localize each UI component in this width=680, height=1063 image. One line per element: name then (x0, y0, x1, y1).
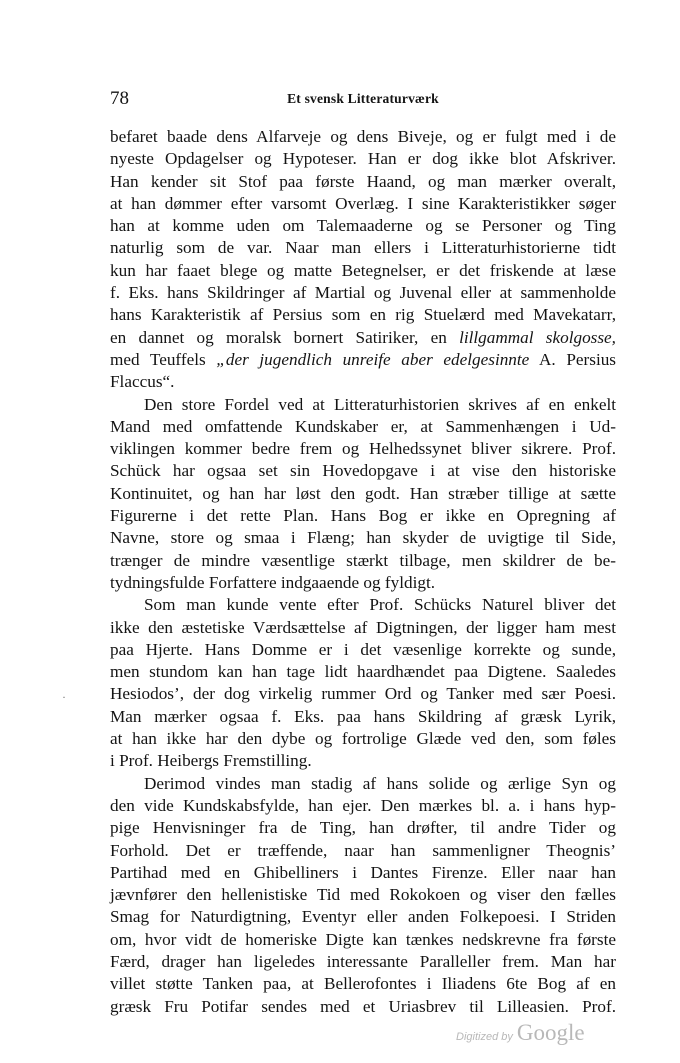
text-line (110, 661, 616, 683)
text-line (110, 996, 616, 1018)
page-header (110, 88, 616, 112)
italic-text: „der jugendlich unreife aber edelgesinnte (216, 349, 530, 369)
text-segment: Figurerne i det rette Plan. Hans Bog er ikke en Opregning af (110, 506, 616, 526)
text-line (110, 215, 616, 237)
text-segment: Man mærker ogsaa f. Eks. paa hans Skildring af græsk Lyrik, (110, 706, 616, 726)
text-segment: i Prof. Heibergs Fremstilling. (110, 751, 312, 771)
digitized-by-label: Digitized by (456, 1031, 513, 1043)
text-line (110, 840, 616, 862)
text-segment: Partihad med en Ghibelliners i Dantes Firenze. Eller naar han (110, 862, 616, 882)
text-segment: Færd, drager han ligeledes interessante Paralleller frem. Man har (110, 951, 616, 971)
text-segment: en dannet og moralsk bornert Satiriker, en (110, 327, 460, 347)
text-line (110, 683, 616, 705)
text-segment: ikke den æstetiske Værdsættelse af Digtningen, der ligger ham mest (110, 617, 616, 637)
text-line (110, 951, 616, 973)
text-line (110, 617, 616, 639)
text-line (110, 773, 616, 795)
text-line (110, 171, 616, 193)
text-line (110, 750, 616, 772)
text-line (110, 193, 616, 215)
text-segment: Hesiodos’, der dog virkelig rummer Ord og Tanker med sær Poesi. (110, 684, 616, 704)
text-line (110, 906, 616, 928)
text-segment: om, hvor vidt de homeriske Digte kan tænkes nedskrevne fra første (110, 929, 616, 949)
text-segment: Navne, store og smaa i Flæng; han skyder de uvigtige til Side, (110, 528, 616, 548)
text-segment: naturlig som de var. Naar man ellers i Litteraturhistorierne tidt (110, 238, 616, 258)
text-segment: Han kender sit Stof paa første Haand, og man mærker overalt, (110, 171, 616, 191)
text-line (110, 483, 616, 505)
text-segment: at han dømmer efter varsomt Overlæg. I sine Karakteristikker søger (110, 193, 616, 213)
text-line (110, 527, 616, 549)
text-line (110, 349, 616, 371)
text-line (110, 639, 616, 661)
text-segment: Forhold. Det er træffende, naar han sammenligner Theognis’ (110, 840, 616, 860)
text-line (110, 706, 616, 728)
text-line (110, 260, 616, 282)
text-segment: pige Henvisninger fra de Ting, han drøfter, til andre Tider og (110, 818, 616, 838)
text-line (110, 594, 616, 616)
text-line (110, 237, 616, 259)
text-line (110, 148, 616, 170)
text-line (110, 327, 616, 349)
text-segment: kun har faaet blege og matte Betegnelser, er det friskende at læse (110, 260, 616, 280)
text-line (110, 438, 616, 460)
text-segment: villet støtte Tanken paa, at Bellerofontes i Iliadens 6te Bog af en (110, 974, 616, 994)
text-line (110, 973, 616, 995)
text-segment: nyeste Opdagelser og Hypoteser. Han er dog ikke blot Afskriver. (110, 149, 616, 169)
text-line (110, 371, 616, 393)
text-line (110, 929, 616, 951)
text-line (110, 126, 616, 148)
text-line (110, 282, 616, 304)
stray-mark: · (62, 690, 66, 704)
text-segment: Den store Fordel ved at Litteraturhistorien skrives af en enkelt (144, 394, 616, 414)
text-line (110, 550, 616, 572)
text-line (110, 728, 616, 750)
text-line (110, 460, 616, 482)
text-segment: han at komme uden om Talemaaderne og se Personer og Ting (110, 216, 616, 236)
text-segment: f. Eks. hans Skildringer af Martial og Juvenal eller at sammenholde (110, 283, 616, 303)
text-segment: at han ikke har den dybe og fortrolige Glæde ved den, som føles (110, 729, 616, 749)
page-number: 78 (110, 88, 129, 109)
text-line (110, 572, 616, 594)
text-segment: paa Hjerte. Hans Domme er i det væsenlige korrekte og sunde, (110, 639, 616, 659)
text-segment: Smag for Naturdigtning, Eventyr eller anden Folkepoesi. I Striden (110, 907, 616, 927)
digitized-by-watermark (456, 1020, 585, 1046)
text-segment: Kontinuitet, og han har løst den godt. Han stræber tillige at sætte (110, 483, 616, 503)
text-line (110, 862, 616, 884)
text-segment: tydningsfulde Forfattere indgaaende og fyldigt. (110, 572, 436, 592)
text-line (110, 416, 616, 438)
italic-text: lillgammal skolgosse, (459, 327, 616, 347)
text-segment: Schück har ogsaa set sin Hovedopgave i at vise den historiske (110, 461, 616, 481)
text-segment: jævnfører den hellenistiske Tid med Rokokoen og viser den fælles (110, 885, 616, 905)
text-line (110, 304, 616, 326)
text-segment: befaret baade dens Alfarveje og dens Biveje, og er fulgt med i de (110, 127, 616, 146)
text-segment: med Teuffels (110, 349, 217, 369)
text-segment: den vide Kundskabsfylde, han ejer. Den mærkes bl. a. i hans hyp- (110, 795, 616, 815)
text-segment: hans Karakteristik af Persius som en rig Stuelærd med Mavekatarr, (110, 305, 616, 325)
text-segment: Derimod vindes man stadig af hans solide og ærlige Syn og (144, 773, 616, 793)
google-logo: Google (516, 1020, 585, 1045)
text-segment: trænger de mindre væsentlige stærkt tilbage, men skildrer de be- (110, 550, 616, 570)
text-segment: Mand med omfattende Kundskaber er, at Sammenhængen i Ud- (110, 416, 616, 436)
text-line (110, 884, 616, 906)
text-line (110, 795, 616, 817)
text-segment: græsk Fru Potifar sendes med et Uriasbrev til Lilleasien. Prof. (110, 996, 616, 1016)
running-title: Et svensk Litteraturværk (287, 91, 439, 106)
text-segment: Som man kunde vente efter Prof. Schücks Naturel bliver det (144, 595, 616, 615)
text-segment: viklingen kommer bedre frem og Helhedssynet bliver sikrere. Prof. (110, 439, 616, 459)
text-line (110, 505, 616, 527)
text-segment: men stundom kan han tage lidt haardhændet paa Digtene. Saaledes (110, 662, 616, 682)
body-text (110, 126, 616, 1018)
text-segment: A. Persius (529, 349, 616, 369)
text-line (110, 817, 616, 839)
text-segment: Flaccus“. (110, 372, 175, 392)
text-line (110, 394, 616, 416)
